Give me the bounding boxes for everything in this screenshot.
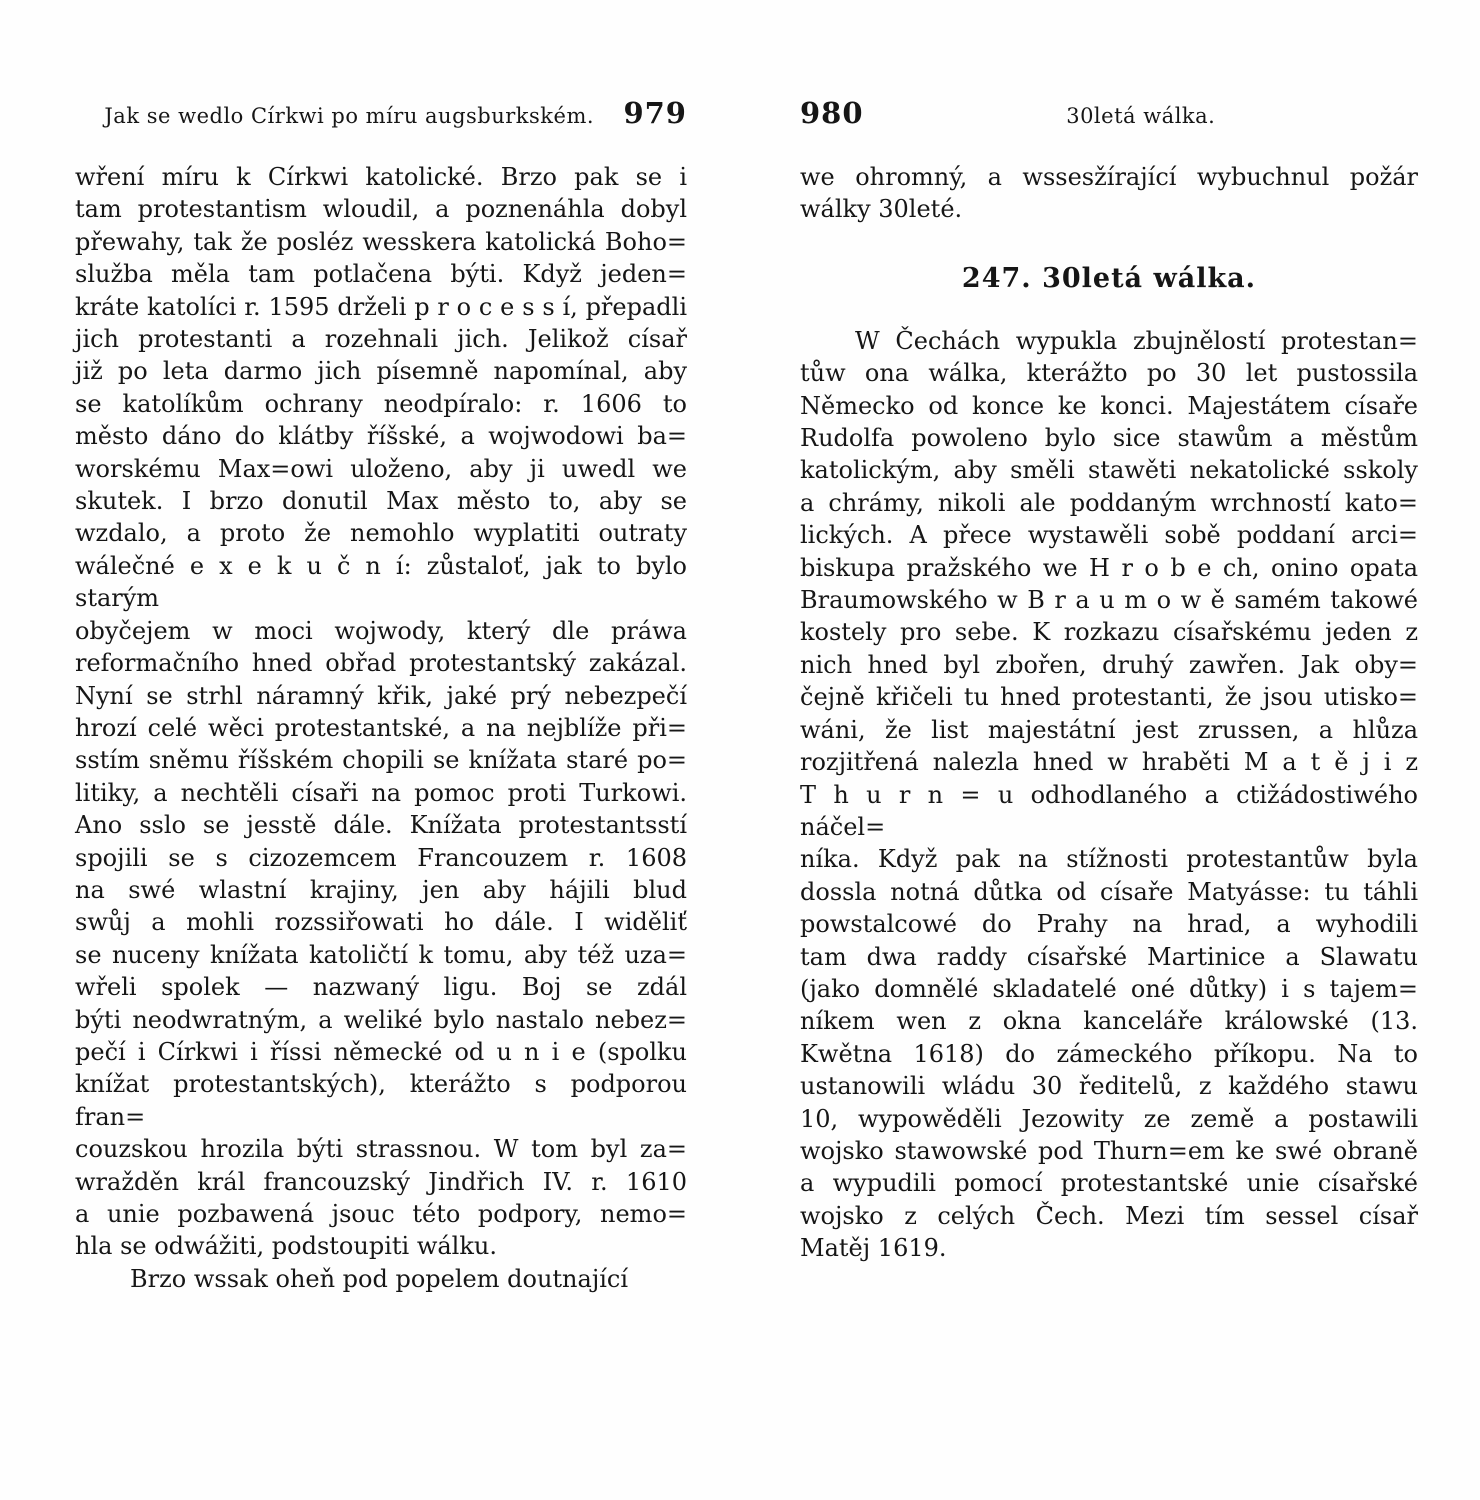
text-line: Rudolfa powoleno bylo sice stawům a městům [800, 424, 1418, 453]
left-running-title: Jak se wedlo Církwi po míru augsburkském. [104, 104, 595, 128]
paragraph [75, 161, 687, 1263]
text-line: T h u r n = u odhodlaného a ctižádostiwého náčel= [800, 780, 1418, 841]
text-line: kostely pro sebe. K rozkazu císařskému jeden z [800, 618, 1418, 647]
text-line: reformačního hned obřad protestantský zakázal. [75, 649, 687, 678]
text-line: worskému Max=owi uloženo, aby ji uwedl we [75, 454, 687, 483]
text-line: Braumowského w B r a u m o w ě samém takowé [800, 586, 1418, 615]
text-line: couzskou hrozila býti strassnou. W tom byl za= [75, 1135, 687, 1164]
text-line: wálečné e x e k u č n í: zůstaloť, jak to bylo starým [75, 551, 687, 613]
text-line: Nyní se strhl náramný křik, jaké prý nebezpečí [75, 681, 687, 710]
text-line: W Čechách wypukla zbujnělostí protestan= [855, 326, 1418, 355]
text-line: lických. A přece wystawěli sobě poddaní arci= [800, 521, 1418, 550]
paragraph [800, 161, 1418, 226]
text-line: dossla notná důtka od císaře Matyásse: tu táhli [800, 877, 1418, 906]
text-line: čejně křičeli tu hned protestanti, že jsou utisko= [800, 683, 1418, 712]
text-line: sstím sněmu říšském chopili se knížata staré po= [75, 746, 687, 775]
text-line: se katolíkům ochrany neodpíralo: r. 1606 to [75, 389, 687, 418]
text-line: we ohromný, a wssesžírající wybuchnul požár [800, 163, 1418, 191]
text-line: níkem wen z okna kanceláře králowské (13. [800, 1007, 1418, 1036]
text-line: hla se odwážiti, podstoupiti wálku. [75, 1232, 497, 1261]
text-line: powstalcowé do Prahy na hrad, a wyhodili [800, 910, 1418, 939]
text-line: přewahy, tak že posléz wesskera katolická Boho= [75, 227, 687, 256]
text-line: skutek. I brzo donutil Max město to, aby se [75, 487, 687, 516]
text-line: níka. Když pak na stížnosti protestantůw byla [800, 845, 1418, 874]
text-line: a chrámy, nikoli ale poddaným wrchností kato= [800, 488, 1418, 517]
right-running-title: 30letá wálka. [1066, 104, 1216, 128]
text-line: a wypudili pomocí protestantské unie císařské [800, 1169, 1418, 1198]
text-line: swůj a mohli rozssiřowati ho dále. I widěliť [75, 908, 687, 937]
text-line: na swé wlastní krajiny, jen aby hájili blud [75, 875, 687, 904]
text-line: wojsko z celých Čech. Mezi tím sessel císař [800, 1201, 1418, 1230]
text-line: se nuceny knížata katoličtí k tomu, aby též uza= [75, 940, 687, 969]
left-text-column [75, 161, 687, 1295]
text-line: wřeli spolek — nazwaný ligu. Boj se zdál [75, 973, 687, 1002]
text-line: kráte katolíci r. 1595 drželi p r o c e s s í, přepadli [75, 292, 687, 321]
right-page-number: 980 [800, 96, 864, 130]
text-line: již po leta darmo jich písemně napomínal, aby [75, 357, 687, 386]
text-line: knížat protestantských), kterážto s podporou fran= [75, 1070, 687, 1131]
text-line: 10, wypowěděli Jezowity ze země a postawili [800, 1104, 1418, 1133]
text-line: rozjitřená nalezla hned w hraběti M a t ě j i z [800, 748, 1418, 777]
right-text-column [800, 161, 1418, 1265]
text-line: spojili se s cizozemcem Francouzem r. 1608 [75, 843, 687, 872]
text-line: litiky, a nechtěli císaři na pomoc proti Turkowi. [75, 778, 687, 807]
text-line: Matěj 1619. [800, 1234, 947, 1263]
text-line: býti neodwratným, a weliké bylo nastalo nebez= [75, 1005, 687, 1034]
section-heading: 247. 30letá wálka. [961, 262, 1257, 294]
text-line: služba měla tam potlačena býti. Když jeden= [75, 260, 687, 289]
text-line: a unie pozbawená jsouc této podpory, nemo= [75, 1200, 687, 1228]
right-page-header [800, 96, 1418, 130]
left-page-number: 979 [623, 96, 687, 130]
text-line: biskupa pražského we H r o b e ch, onino opata [800, 553, 1418, 582]
text-line: tůw ona wálka, kterážto po 30 let pustossila [800, 359, 1418, 388]
text-line: wření míru k Církwi katolické. Brzo pak se i [75, 163, 687, 191]
text-line: wražděn král francouzský Jindřich IV. r. 1610 [75, 1167, 687, 1196]
text-line: katolickým, aby směli stawěti nekatolické sskoly [800, 456, 1418, 485]
text-line: wáni, že list majestátní jest zrussen, a hlůza [800, 715, 1418, 744]
text-line: tam dwa raddy císařské Martinice a Slawatu [800, 942, 1418, 971]
text-line: město dáno do klátby říšské, a wojwodowi ba= [75, 422, 687, 451]
text-line: Ano sslo se jesstě dále. Knížata protestantsstí [75, 811, 687, 840]
text-line: jich protestanti a rozehnali jich. Jelikož císař [75, 325, 687, 354]
text-line: wzdalo, a proto že nemohlo wyplatiti outraty [75, 519, 687, 548]
text-line: ustanowili wládu 30 ředitelů, z každého stawu [800, 1072, 1418, 1101]
text-line: nich hned byl zbořen, druhý zawřen. Jak oby= [800, 650, 1418, 679]
text-line: pečí i Církwi i říssi německé od u n i e (spolku [75, 1037, 687, 1066]
text-line: tam protestantism wloudil, a poznenáhla dobyl [75, 195, 687, 224]
paragraph [75, 1263, 687, 1295]
text-line: (jako domnělé skladatelé oné důtky) i s tajem= [800, 974, 1418, 1003]
text-line: Brzo wssak oheň pod popelem doutnající [130, 1264, 629, 1293]
paragraph [800, 325, 1418, 1265]
text-line: obyčejem w moci wojwody, který dle práwa [75, 616, 687, 645]
text-line: Kwětna 1618) do zámeckého příkopu. Na to [800, 1039, 1418, 1068]
left-page-header [75, 96, 687, 130]
text-line: wálky 30leté. [800, 195, 963, 224]
text-line: wojsko stawowské pod Thurn=em ke swé obraně [800, 1136, 1418, 1165]
text-line: Německo od konce ke konci. Majestátem císaře [800, 391, 1418, 420]
text-line: hrozí celé wěci protestantské, a na nejblíže při= [75, 713, 687, 742]
